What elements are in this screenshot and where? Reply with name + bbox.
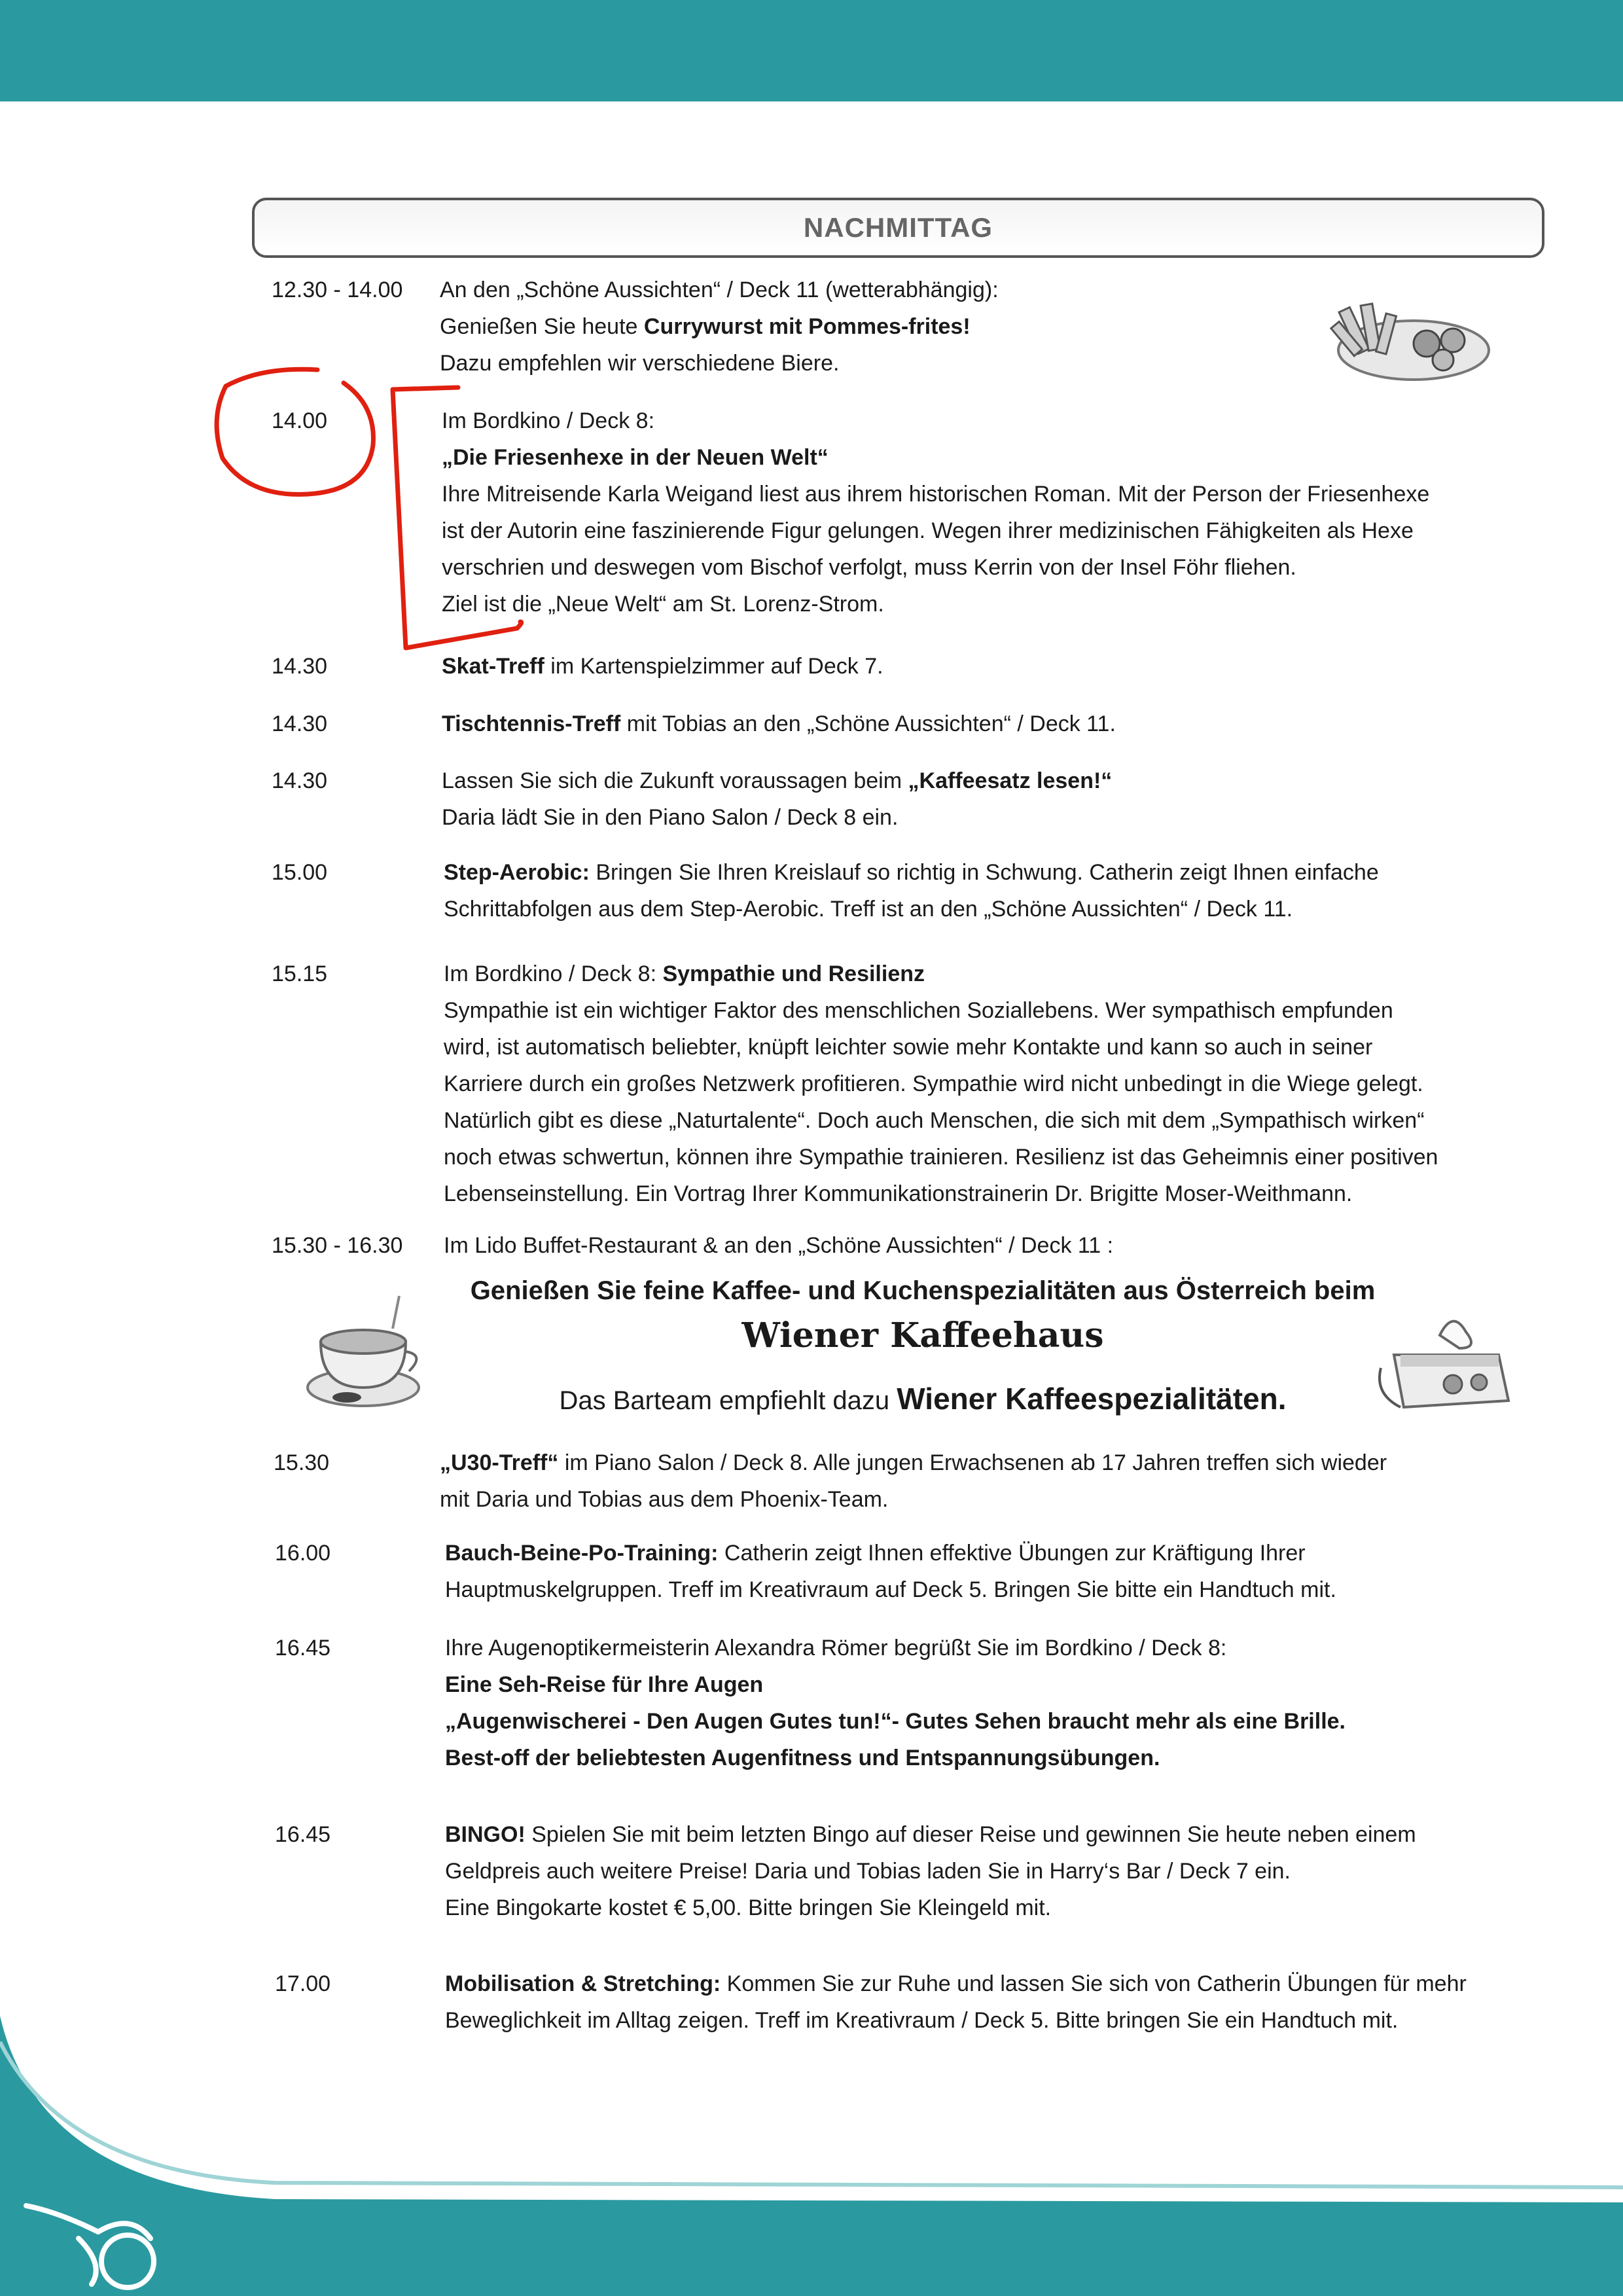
section-title: NACHMITTAG [803,212,993,243]
entry-time: 17.00 [275,1971,331,1996]
entry-line: Tischtennis-Treff mit Tobias an den „Schöne Aussichten“ / Deck 11. [442,711,1116,736]
entry-line: Ihre Augenoptikermeisterin Alexandra Römer begrüßt Sie im Bordkino / Deck 8: [445,1636,1227,1660]
entry-line: Im Bordkino / Deck 8: [442,408,655,433]
entry-time: 14.30 [272,654,328,679]
entry-time: 14.00 [272,408,328,433]
entry-line: An den „Schöne Aussichten“ / Deck 11 (wetterabhängig): [440,278,999,302]
entry-line: Geldpreis auch weitere Preise! Daria und Tobias laden Sie in Harry‘s Bar / Deck 7 ein. [445,1859,1291,1884]
promo-intro: Genießen Sie feine Kaffee- und Kuchenspezialitäten aus Österreich beim [470,1276,1376,1305]
entry-line: Eine Bingokarte kostet € 5,00. Bitte bringen Sie Kleingeld mit. [445,1895,1052,1920]
entry-line: Eine Seh-Reise für Ihre Augen [445,1672,764,1697]
entry-line: Step-Aerobic: Bringen Sie Ihren Kreislauf so richtig in Schwung. Catherin zeigt Ihnen einfache [444,860,1379,885]
entry-line: Beweglichkeit im Alltag zeigen. Treff im Kreativraum / Deck 5. Bitte bringen Sie ein Handtuch mit. [445,2008,1399,2033]
entry-line: Daria lädt Sie in den Piano Salon / Deck 8 ein. [442,805,899,830]
entry-line: Ihre Mitreisende Karla Weigand liest aus ihrem historischen Roman. Mit der Person der Friesenhexe [442,482,1430,507]
promo-recommendation: Das Barteam empfiehlt dazu Wiener Kaffeespezialitäten. [559,1382,1287,1416]
entry-time: 15.00 [272,860,328,885]
entry-line: Im Lido Buffet-Restaurant & an den „Schöne Aussichten“ / Deck 11 : [444,1233,1114,1258]
entry-line: „Die Friesenhexe in der Neuen Welt“ [442,445,829,470]
entry-line: Natürlich gibt es diese „Naturtalente“. Doch auch Menschen, die sich mit dem „Sympathisch wirken“ [444,1108,1425,1133]
entry-line: Best-off der beliebtesten Augenfitness und Entspannungsübungen. [445,1746,1160,1770]
entry-line: Skat-Treff im Kartenspielzimmer auf Deck 7. [442,654,883,679]
entry-time: 14.30 [272,768,328,793]
entry-line: wird, ist automatisch beliebter, knüpft leichter sowie mehr Kontakte und kann so auch in seiner [444,1035,1373,1060]
entry-line: Mobilisation & Stretching: Kommen Sie zur Ruhe und lassen Sie sich von Catherin Übungen für mehr [445,1971,1467,1996]
entry-line: Lassen Sie sich die Zukunft voraussagen beim „Kaffeesatz lesen!“ [442,768,1113,793]
entry-line: Dazu empfehlen wir verschiedene Biere. [440,351,840,376]
entry-line: Hauptmuskelgruppen. Treff im Kreativraum auf Deck 5. Bringen Sie bitte ein Handtuch mit. [445,1577,1336,1602]
entry-time: 16.00 [275,1541,331,1566]
entry-line: ist der Autorin eine faszinierende Figur gelungen. Wegen ihrer medizinischen Fähigkeiten als Hexe [442,518,1414,543]
entry-time: 14.30 [272,711,328,736]
entry-line: Karriere durch ein großes Netzwerk profitieren. Sympathie wird nicht unbedingt in die Wiege gelegt. [444,1071,1423,1096]
entry-line: „Augenwischerei - Den Augen Gutes tun!“- Gutes Sehen braucht mehr als eine Brille. [445,1709,1346,1734]
entry-line: Bauch-Beine-Po-Training: Catherin zeigt Ihnen effektive Übungen zur Kräftigung Ihrer [445,1541,1306,1566]
entry-line: Genießen Sie heute Currywurst mit Pommes-frites! [440,314,971,339]
entry-line: noch etwas schwertun, können ihre Sympathie trainieren. Resilienz ist das Geheimnis einer positiven [444,1145,1438,1170]
entry-time: 16.45 [275,1636,331,1660]
entry-line: Schrittabfolgen aus dem Step-Aerobic. Treff ist an den „Schöne Aussichten“ / Deck 11. [444,897,1293,922]
promo-title: Wiener Kaffeehaus [741,1316,1104,1355]
entry-time: 15.30 - 16.30 [272,1233,403,1258]
entry-time: 16.45 [275,1822,331,1847]
entry-time: 15.30 [274,1450,330,1475]
bottom-wave-band [0,2016,1623,2296]
entry-line: verschrien und deswegen vom Bischof verfolgt, muss Kerrin von der Insel Föhr fliehen. [442,555,1296,580]
entry-line: mit Daria und Tobias aus dem Phoenix-Team. [440,1487,889,1512]
entry-time: 12.30 - 14.00 [272,278,403,302]
entry-line: „U30-Treff“ im Piano Salon / Deck 8. Alle jungen Erwachsenen ab 17 Jahren treffen sich wieder [440,1450,1387,1475]
entry-line: Ziel ist die „Neue Welt“ am St. Lorenz-Strom. [442,592,884,617]
entry-line: Im Bordkino / Deck 8: Sympathie und Resilienz [444,961,925,986]
entry-line: BINGO! Spielen Sie mit beim letzten Bingo auf dieser Reise und gewinnen Sie heute neben einem [445,1822,1416,1847]
entry-line: Sympathie ist ein wichtiger Faktor des menschlichen Soziallebens. Wer sympathisch empfunden [444,998,1393,1023]
entry-time: 15.15 [272,961,328,986]
entry-line: Lebenseinstellung. Ein Vortrag Ihrer Kommunikationstrainerin Dr. Brigitte Moser-Weithmann. [444,1181,1353,1206]
